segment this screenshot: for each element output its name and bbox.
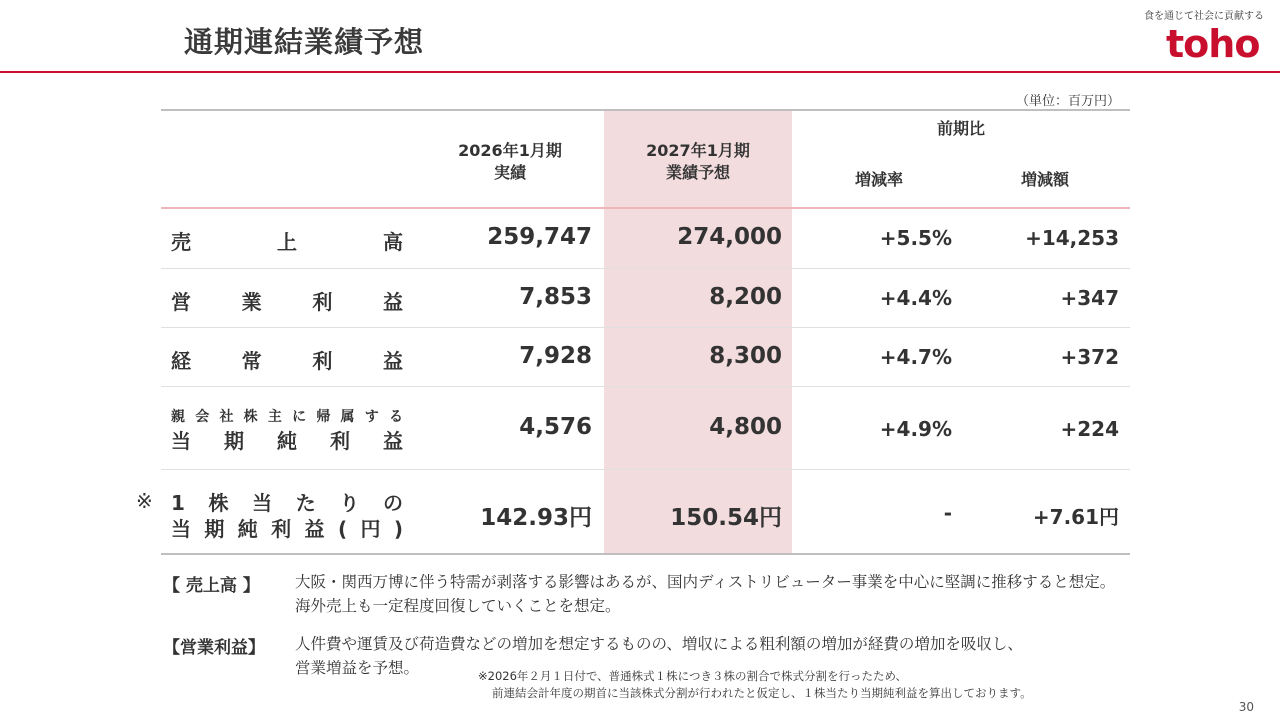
- eps-rate: -: [943, 501, 952, 525]
- row-label-sales: 売 上 高: [171, 230, 403, 254]
- note-op-line2: 営業増益を予想。: [295, 659, 420, 677]
- header-forecast-label: 業績予想: [665, 163, 730, 182]
- table-header-divider: [161, 207, 1130, 209]
- header-divider: [0, 71, 1280, 73]
- header-forecast-year: 2027年1月期: [646, 141, 750, 160]
- note-op-line1: 人件費や運賃及び荷造費などの増加を想定するものの、増収による粗利額の増加が経費の増加を吸収し、: [295, 635, 1023, 653]
- footnote-line1: ※2026年２月１日付で、普通株式１株につき３株の割合で株式分割を行ったため、: [478, 669, 907, 683]
- note-text-sales: [295, 570, 1115, 618]
- operating-profit-rate: +4.4%: [879, 286, 952, 310]
- row-divider: [161, 386, 1130, 387]
- sales-actual: 259,747: [487, 224, 592, 250]
- unit-note: （単位：百万円）: [1015, 94, 1120, 109]
- row-divider: [161, 469, 1130, 470]
- toho-logo: toho: [1166, 22, 1260, 66]
- operating-profit-actual: 7,853: [519, 284, 592, 310]
- row-label-eps-line2: 当期純利益(円): [171, 517, 403, 541]
- table-top-border: [161, 109, 1130, 111]
- sales-amount: +14,253: [1025, 226, 1119, 250]
- ordinary-profit-rate: +4.7%: [879, 345, 952, 369]
- ordinary-profit-forecast: 8,300: [709, 343, 782, 369]
- header-forecast: [604, 140, 792, 184]
- ordinary-profit-actual: 7,928: [519, 343, 592, 369]
- row-label-eps-line1: 1株当たりの: [171, 491, 403, 515]
- header-actual-year: 2026年1月期: [458, 141, 562, 160]
- note-label-sales: 【 売上高 】: [163, 576, 260, 596]
- note-sales-line1: 大阪・関西万博に伴う特需が剥落する影響はあるが、国内ディストリビューター事業を中心に堅調に推移すると想定。: [295, 573, 1116, 591]
- table-bottom-border: [161, 553, 1130, 555]
- eps-actual: 142.93円: [480, 505, 592, 531]
- operating-profit-forecast: 8,200: [709, 284, 782, 310]
- note-label-operating-profit: 【営業利益】: [163, 638, 265, 658]
- row-label-operating-profit: 営 業 利 益: [171, 290, 403, 314]
- footnote-mark: ※: [136, 489, 153, 513]
- sales-rate: +5.5%: [879, 226, 952, 250]
- note-sales-line2: 海外売上も一定程度回復していくことを想定。: [295, 597, 621, 615]
- ordinary-profit-amount: +372: [1060, 345, 1119, 369]
- header-actual-label: 実績: [493, 163, 526, 182]
- page-number: 30: [1238, 700, 1254, 714]
- footnote: [478, 668, 1032, 702]
- net-income-amount: +224: [1060, 417, 1119, 441]
- header-actual: [420, 140, 600, 184]
- sales-forecast: 274,000: [677, 224, 782, 250]
- operating-profit-amount: +347: [1060, 286, 1119, 310]
- header-amount: 増減額: [1020, 170, 1069, 189]
- net-income-actual: 4,576: [519, 414, 592, 440]
- eps-amount: +7.61円: [1032, 505, 1119, 529]
- company-tagline: 食を通じて社会に貢献する: [1144, 11, 1264, 22]
- row-label-net-income-line2: 当期純利益: [171, 429, 403, 453]
- row-label-net-income-line1: 親会社株主に帰属する: [171, 409, 403, 425]
- row-divider: [161, 327, 1130, 328]
- page-title: 通期連結業績予想: [184, 25, 425, 59]
- row-divider: [161, 268, 1130, 269]
- net-income-forecast: 4,800: [709, 414, 782, 440]
- header-compare: 前期比: [936, 119, 985, 138]
- eps-forecast: 150.54円: [670, 505, 782, 531]
- footnote-line2: 前連結会計年度の期首に当該株式分割が行われたと仮定し、１株当たり当期純利益を算出しております。: [492, 686, 1032, 700]
- header-rate: 増減率: [854, 170, 903, 189]
- net-income-rate: +4.9%: [879, 417, 952, 441]
- row-label-ordinary-profit: 経 常 利 益: [171, 349, 403, 373]
